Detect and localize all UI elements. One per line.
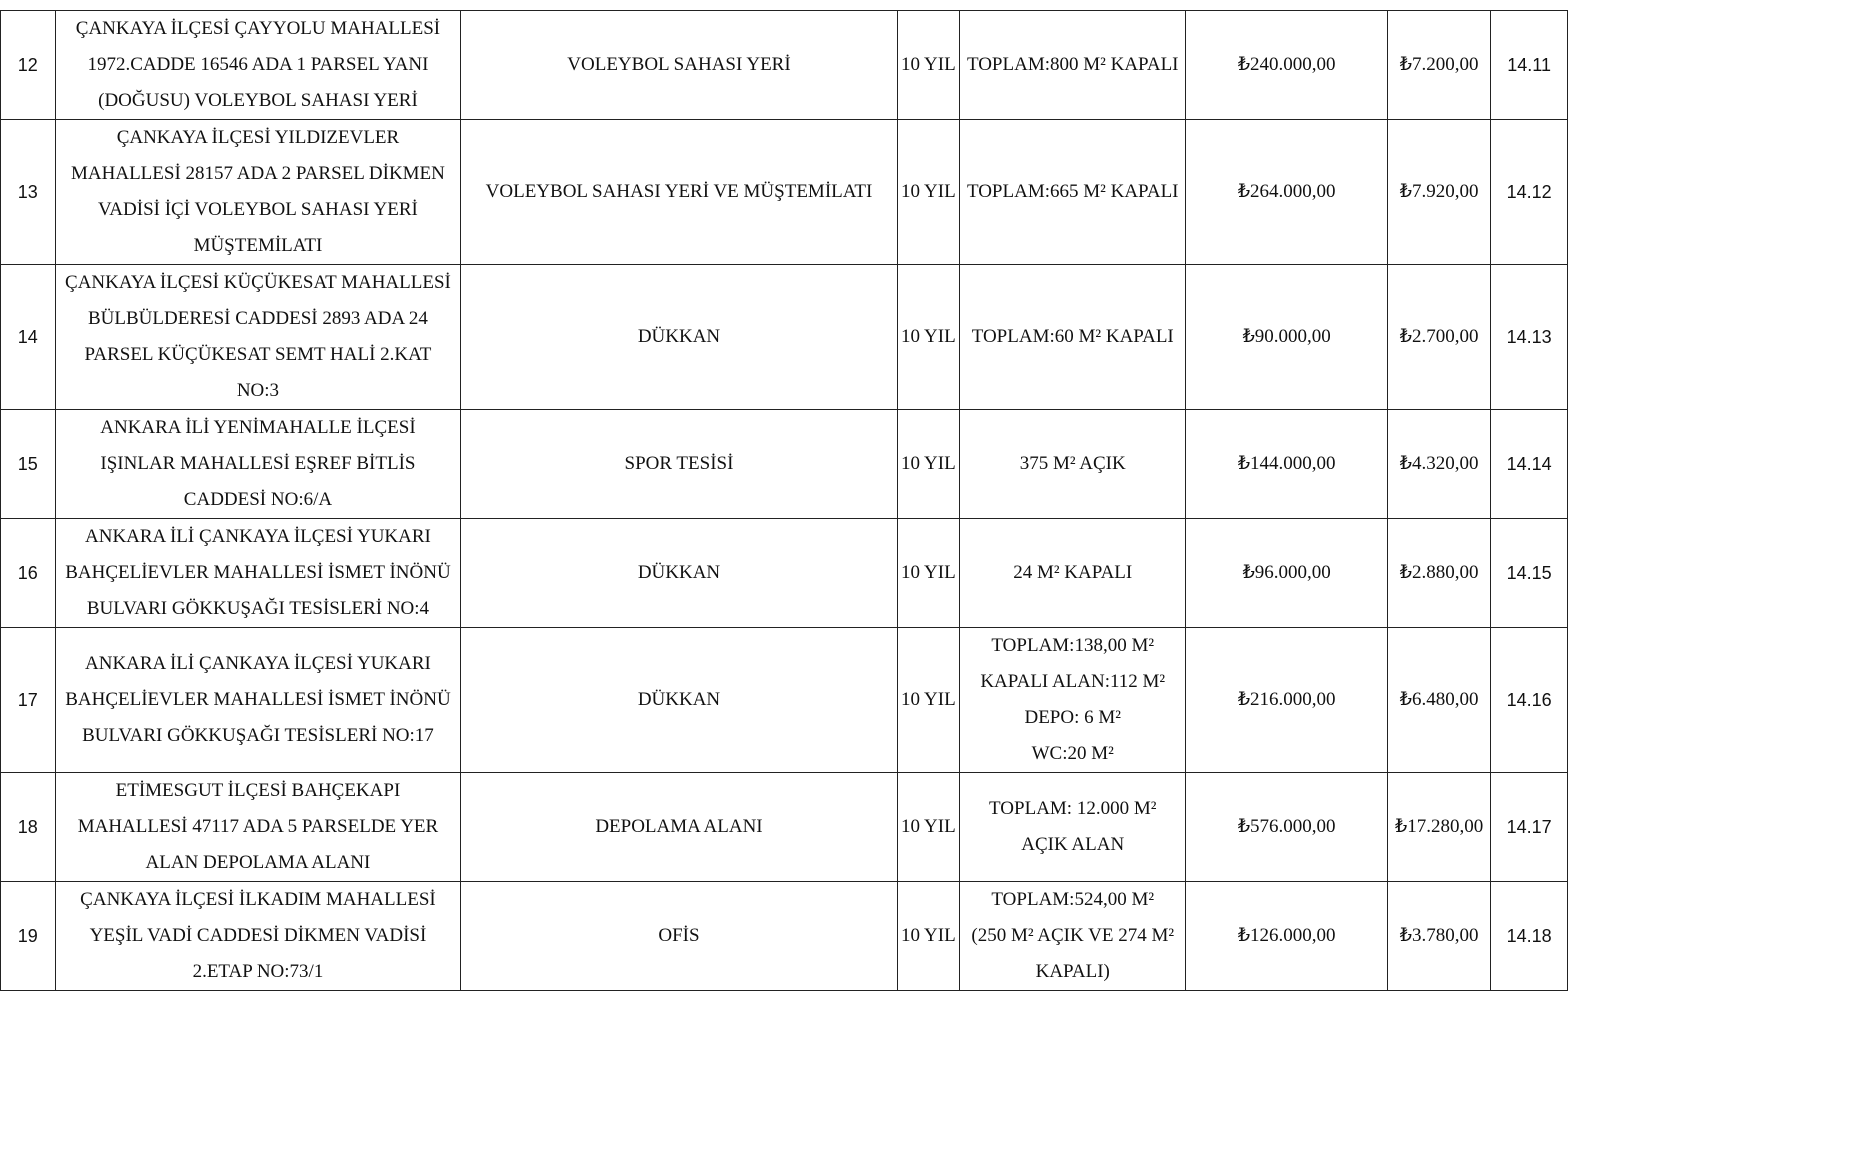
property-address-line: 1972.CADDE 16546 ADA 1 PARSEL YANI (87, 54, 429, 75)
item-reference: 14.11 (1491, 11, 1568, 120)
item-reference: 14.15 (1491, 519, 1568, 628)
lease-duration: 10 YIL (897, 882, 960, 991)
property-address-line: IŞINLAR MAHALLESİ EŞREF BİTLİS (100, 453, 416, 474)
property-area (960, 882, 1186, 991)
property-area (960, 519, 1186, 628)
deposit-amount: ₺6.480,00 (1388, 628, 1491, 773)
property-address-line: BAHÇELİEVLER MAHALLESİ İSMET İNÖNÜ (65, 562, 451, 583)
lease-duration: 10 YIL (897, 410, 960, 519)
property-address-line: BULVARI GÖKKUŞAĞI TESİSLERİ NO:17 (82, 725, 434, 746)
property-address (55, 628, 461, 773)
property-address-line: ÇANKAYA İLÇESİ KÜÇÜKESAT MAHALLESİ (65, 272, 451, 293)
property-address-line: MAHALLESİ 28157 ADA 2 PARSEL DİKMEN (71, 163, 445, 184)
deposit-amount: ₺7.200,00 (1388, 11, 1491, 120)
estimated-price: ₺576.000,00 (1186, 773, 1388, 882)
property-address-line: BÜLBÜLDERESİ CADDESİ 2893 ADA 24 (88, 308, 428, 329)
lease-duration: 10 YIL (897, 628, 960, 773)
usage-purpose: DEPOLAMA ALANI (461, 773, 897, 882)
property-area-line: TOPLAM: 12.000 M² (989, 798, 1157, 819)
property-listing-table (0, 10, 1568, 991)
property-address-line: BAHÇELİEVLER MAHALLESİ İSMET İNÖNÜ (65, 689, 451, 710)
property-address-line: MÜŞTEMİLATI (193, 235, 323, 256)
deposit-amount: ₺4.320,00 (1388, 410, 1491, 519)
deposit-amount: ₺7.920,00 (1388, 120, 1491, 265)
table-row (1, 628, 1568, 773)
property-address-line: ANKARA İLİ YENİMAHALLE İLÇESİ (100, 417, 416, 438)
estimated-price: ₺90.000,00 (1186, 265, 1388, 410)
usage-purpose: VOLEYBOL SAHASI YERİ VE MÜŞTEMİLATI (461, 120, 897, 265)
property-area-line: TOPLAM:524,00 M² (991, 889, 1155, 910)
property-address-line: YEŞİL VADİ CADDESİ DİKMEN VADİSİ (89, 925, 427, 946)
property-area-line: AÇIK ALAN (1021, 834, 1125, 855)
property-address (55, 519, 461, 628)
item-reference: 14.17 (1491, 773, 1568, 882)
row-number: 19 (1, 882, 56, 991)
item-reference: 14.16 (1491, 628, 1568, 773)
property-area-line: TOPLAM:60 M² KAPALI (971, 326, 1174, 347)
lease-duration: 10 YIL (897, 265, 960, 410)
row-number: 17 (1, 628, 56, 773)
property-address (55, 265, 461, 410)
table-row (1, 882, 1568, 991)
property-area-line: 375 M² AÇIK (1019, 453, 1126, 474)
usage-purpose: DÜKKAN (461, 628, 897, 773)
property-area-line: TOPLAM:138,00 M² (991, 635, 1155, 656)
property-area-line: TOPLAM:800 M² KAPALI (966, 54, 1179, 75)
deposit-amount: ₺2.700,00 (1388, 265, 1491, 410)
deposit-amount: ₺3.780,00 (1388, 882, 1491, 991)
item-reference: 14.12 (1491, 120, 1568, 265)
property-address (55, 410, 461, 519)
lease-duration: 10 YIL (897, 11, 960, 120)
property-area-line: 24 M² KAPALI (1013, 562, 1133, 583)
lease-duration: 10 YIL (897, 519, 960, 628)
item-reference: 14.13 (1491, 265, 1568, 410)
table-row (1, 265, 1568, 410)
usage-purpose: OFİS (461, 882, 897, 991)
property-area (960, 773, 1186, 882)
property-address (55, 120, 461, 265)
row-number: 12 (1, 11, 56, 120)
property-area (960, 265, 1186, 410)
property-address (55, 882, 461, 991)
row-number: 18 (1, 773, 56, 882)
property-address-line: MAHALLESİ 47117 ADA 5 PARSELDE YER (77, 816, 439, 837)
property-address-line: (DOĞUSU) VOLEYBOL SAHASI YERİ (98, 90, 418, 111)
estimated-price: ₺96.000,00 (1186, 519, 1388, 628)
property-address-line: BULVARI GÖKKUŞAĞI TESİSLERİ NO:4 (86, 598, 430, 619)
property-address (55, 773, 461, 882)
property-address-line: PARSEL KÜÇÜKESAT SEMT HALİ 2.KAT (84, 344, 432, 365)
table-row (1, 410, 1568, 519)
table-row (1, 519, 1568, 628)
deposit-amount: ₺2.880,00 (1388, 519, 1491, 628)
property-address-line: ALAN DEPOLAMA ALANI (145, 852, 371, 873)
estimated-price: ₺144.000,00 (1186, 410, 1388, 519)
table-row (1, 120, 1568, 265)
row-number: 15 (1, 410, 56, 519)
property-address-line: ANKARA İLİ ÇANKAYA İLÇESİ YUKARI (85, 526, 431, 547)
lease-duration: 10 YIL (897, 773, 960, 882)
property-address-line: ÇANKAYA İLÇESİ ÇAYYOLU MAHALLESİ (75, 18, 441, 39)
property-address-line: NO:3 (236, 380, 280, 401)
property-area-line: DEPO: 6 M² (1024, 707, 1121, 728)
property-area-line: KAPALI ALAN:112 M² (980, 671, 1166, 692)
usage-purpose: DÜKKAN (461, 519, 897, 628)
estimated-price: ₺126.000,00 (1186, 882, 1388, 991)
estimated-price: ₺264.000,00 (1186, 120, 1388, 265)
property-area-line: (250 M² AÇIK VE 274 M² (971, 925, 1175, 946)
usage-purpose: DÜKKAN (461, 265, 897, 410)
property-address-line: ANKARA İLİ ÇANKAYA İLÇESİ YUKARI (85, 653, 431, 674)
row-number: 14 (1, 265, 56, 410)
item-reference: 14.14 (1491, 410, 1568, 519)
property-address-line: ÇANKAYA İLÇESİ YILDIZEVLER (116, 127, 400, 148)
property-area (960, 11, 1186, 120)
table-body (1, 11, 1568, 991)
property-address-line: ÇANKAYA İLÇESİ İLKADIM MAHALLESİ (80, 889, 436, 910)
property-address (55, 11, 461, 120)
estimated-price: ₺240.000,00 (1186, 11, 1388, 120)
usage-purpose: SPOR TESİSİ (461, 410, 897, 519)
lease-duration: 10 YIL (897, 120, 960, 265)
property-address-line: CADDESİ NO:6/A (183, 489, 333, 510)
table-row (1, 11, 1568, 120)
usage-purpose: VOLEYBOL SAHASI YERİ (461, 11, 897, 120)
property-area-line: KAPALI) (1035, 961, 1110, 982)
property-address-line: ETİMESGUT İLÇESİ BAHÇEKAPI (115, 780, 401, 801)
item-reference: 14.18 (1491, 882, 1568, 991)
row-number: 13 (1, 120, 56, 265)
property-area (960, 628, 1186, 773)
table-row (1, 773, 1568, 882)
property-area-line: WC:20 M² (1031, 743, 1114, 764)
property-address-line: VADİSİ İÇİ VOLEYBOL SAHASI YERİ (98, 199, 418, 220)
property-area-line: TOPLAM:665 M² KAPALI (966, 181, 1179, 202)
estimated-price: ₺216.000,00 (1186, 628, 1388, 773)
row-number: 16 (1, 519, 56, 628)
property-address-line: 2.ETAP NO:73/1 (192, 961, 324, 982)
property-area (960, 410, 1186, 519)
deposit-amount: ₺17.280,00 (1388, 773, 1491, 882)
property-area (960, 120, 1186, 265)
